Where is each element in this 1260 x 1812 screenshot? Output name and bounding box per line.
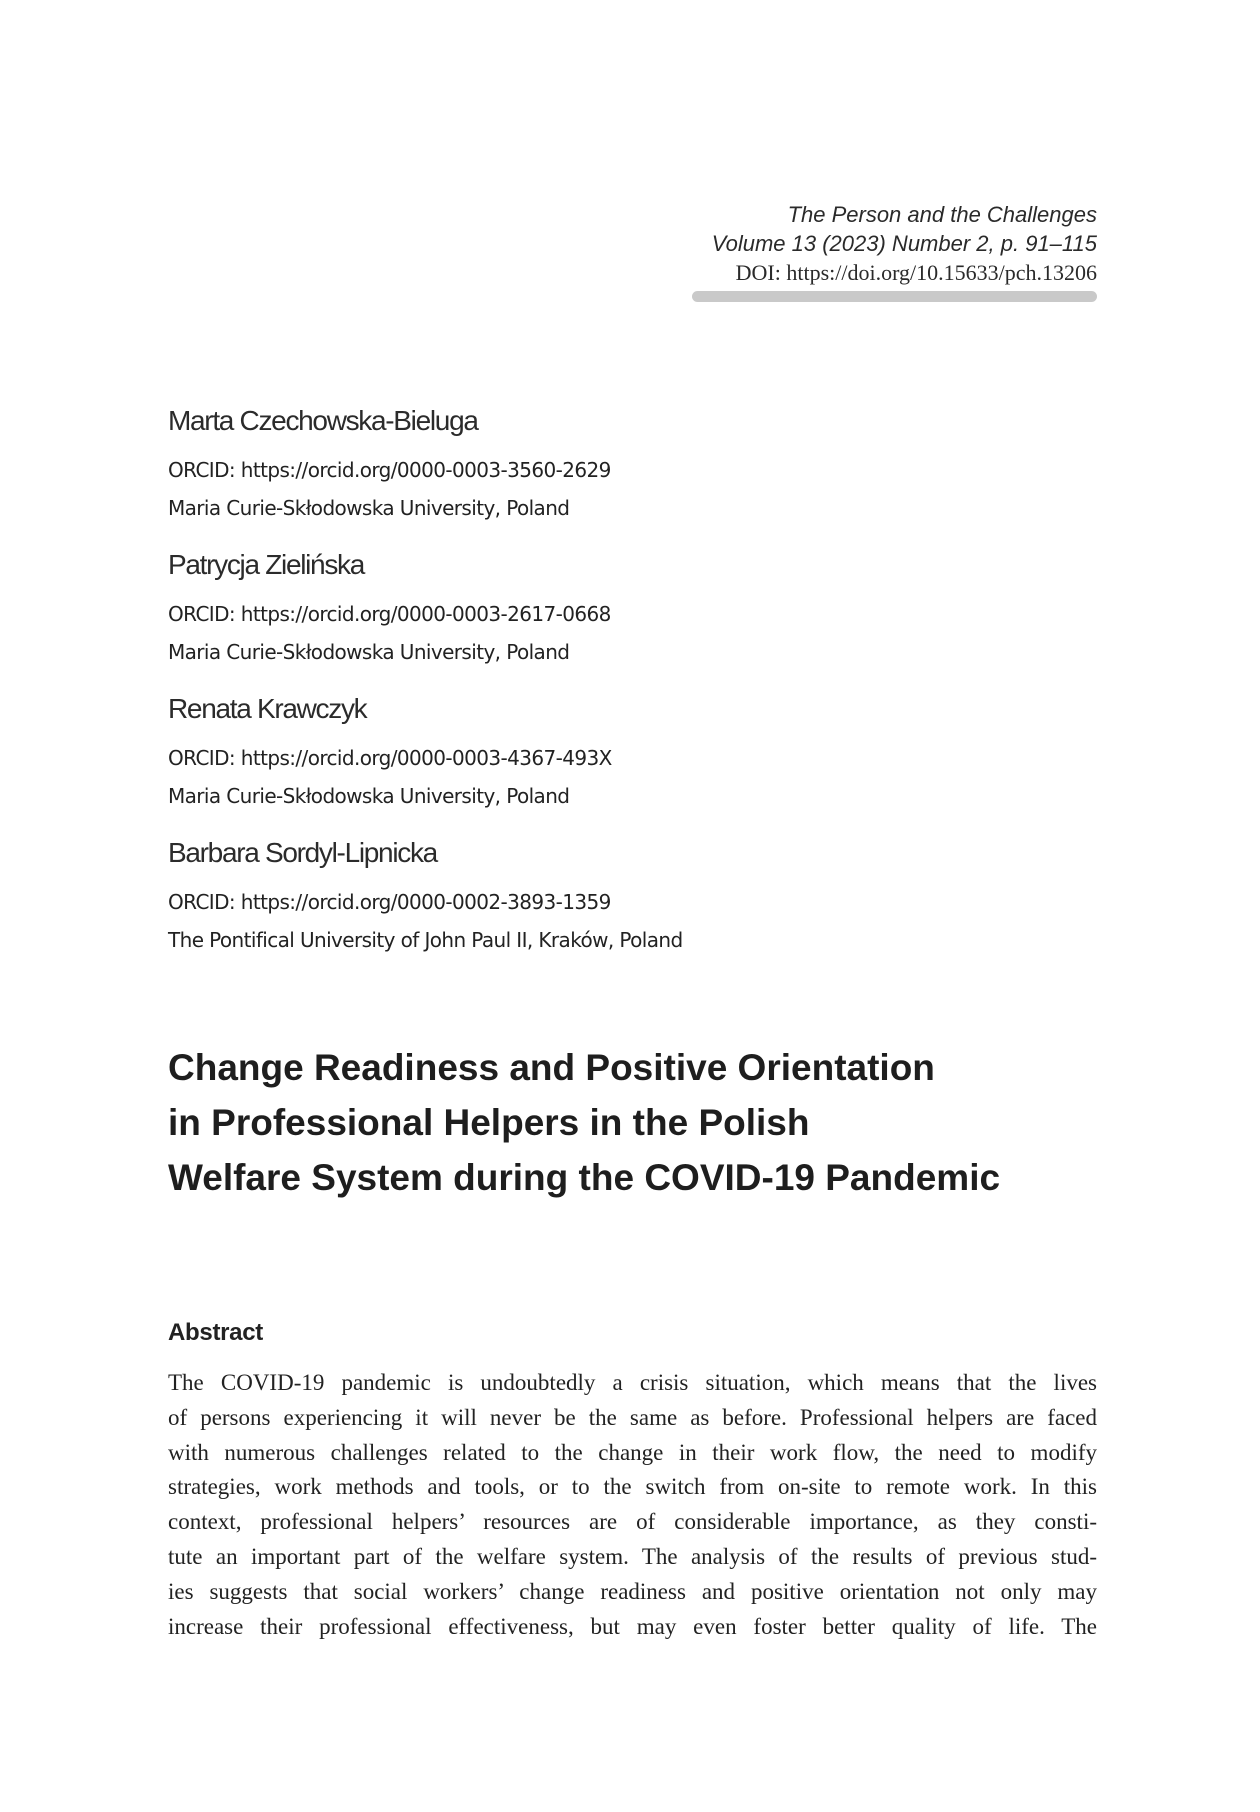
- article-title: [168, 1040, 1128, 1205]
- abstract-line: increase their professional effectiveness, but may even foster better quality of life. The: [168, 1613, 1097, 1639]
- journal-name: The Person and the Challenges: [787, 202, 1097, 227]
- abstract-heading: Abstract: [168, 1319, 263, 1346]
- journal-volume: Volume 13 (2023) Number 2, p. 91–115: [711, 231, 1097, 256]
- abstract-line: context, professional helpers’ resources are of considerable importance, as they consti-: [168, 1509, 1097, 1535]
- author-affiliation: Maria Curie-Skłodowska University, Poland: [168, 496, 570, 520]
- abstract-line: ies suggests that social workers’ change readiness and positive orientation not only may: [168, 1578, 1097, 1604]
- abstract-line: with numerous challenges related to the change in their work flow, the need to modify: [168, 1439, 1097, 1465]
- journal-doi: DOI: https://doi.org/10.15633/pch.13206: [735, 260, 1097, 285]
- abstract-line: The COVID-19 pandemic is undoubtedly a crisis situation, which means that the lives: [168, 1370, 1097, 1395]
- author-orcid: ORCID: https://orcid.org/0000-0003-2617-0668: [168, 602, 611, 626]
- author-list: [168, 402, 1068, 978]
- author-entry: [168, 402, 1068, 527]
- author-affiliation: The Pontifical University of John Paul II, Kraków, Poland: [168, 928, 683, 952]
- author-name: Renata Krawczyk: [168, 693, 367, 724]
- author-name: Patrycja Zielińska: [168, 549, 365, 580]
- header-rule: [692, 291, 1097, 302]
- author-entry: [168, 546, 1068, 671]
- author-name: Marta Czechowska-Bieluga: [168, 405, 478, 436]
- title-line: Change Readiness and Positive Orientation: [168, 1047, 935, 1088]
- abstract-line: of persons experiencing it will never be the same as before. Professional helpers are faced: [168, 1404, 1097, 1430]
- abstract-line: tute an important part of the welfare system. The analysis of the results of previous stud-: [168, 1543, 1097, 1569]
- abstract-line: strategies, work methods and tools, or to the switch from on-site to remote work. In this: [168, 1474, 1097, 1500]
- author-affiliation: Maria Curie-Skłodowska University, Poland: [168, 640, 570, 664]
- journal-header: [497, 200, 1097, 287]
- abstract-body: [168, 1366, 1097, 1644]
- author-entry: [168, 834, 1068, 959]
- author-name: Barbara Sordyl-Lipnicka: [168, 837, 437, 868]
- title-line: in Professional Helpers in the Polish: [168, 1102, 810, 1143]
- author-entry: [168, 690, 1068, 815]
- title-line: Welfare System during the COVID-19 Pandemic: [168, 1157, 1001, 1198]
- author-orcid: ORCID: https://orcid.org/0000-0003-3560-2629: [168, 458, 611, 482]
- author-affiliation: Maria Curie-Skłodowska University, Poland: [168, 784, 570, 808]
- author-orcid: ORCID: https://orcid.org/0000-0003-4367-493X: [168, 746, 612, 770]
- author-orcid: ORCID: https://orcid.org/0000-0002-3893-1359: [168, 890, 611, 914]
